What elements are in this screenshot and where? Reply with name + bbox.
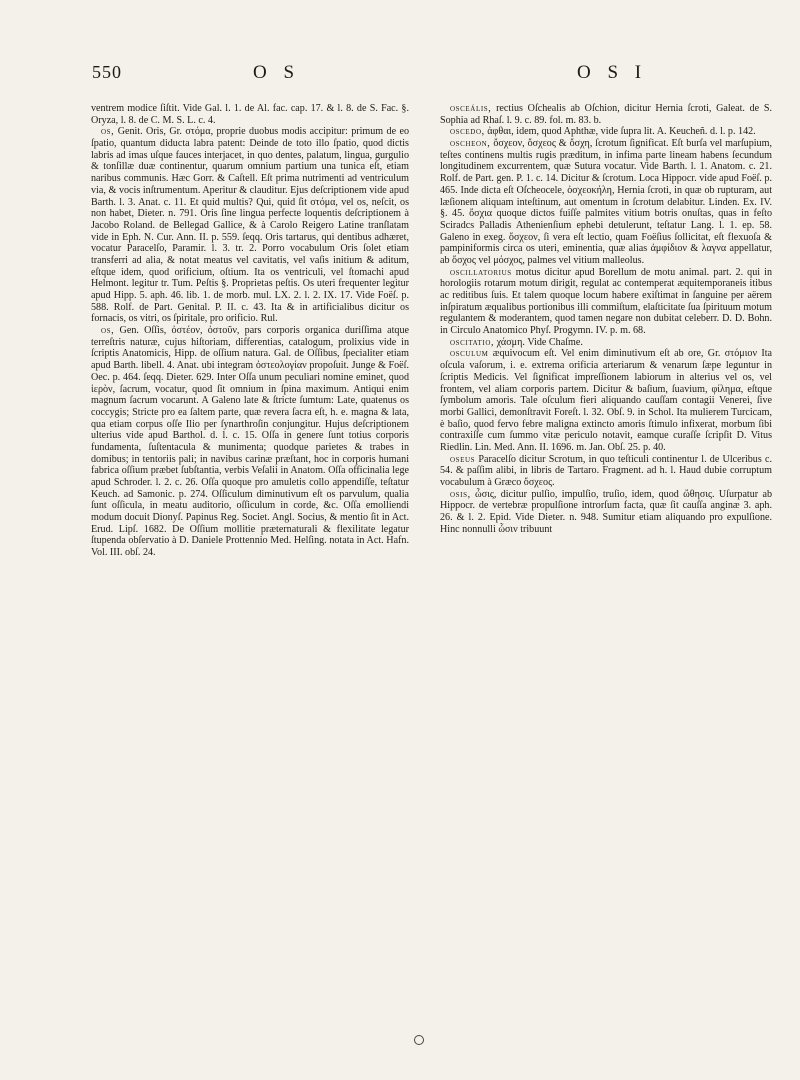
dictionary-entry xyxy=(440,126,772,138)
entry-text: ἀφθαι, idem, quod Aphthæ, vide ſupra lit. A. Keucheñ. d. l. p. 142. xyxy=(487,126,756,138)
right-running-head: O S I xyxy=(577,62,648,83)
entry-text: χάσμη. Vide Chaſme. xyxy=(496,336,583,348)
entry-text: motus dicitur apud Borellum de motu animal. part. 2. qui in horologiis rotarum motum dirigit, regulat ac contemperat æquitemporaneis itibus ac reditibus ſuis. Et talem quoque locum habere exiſtimat in ſanguine per aërem inſpiratum æqualibus portionibus illi commiſtum, elaſticitate ſua ſpirituum motum regulantem & moderantem, quod tamen negare non dubitat celeberr. D. D. Bohn. in Circulo Anatomico Phyſ. Progymn. IV. p. m. 68. xyxy=(440,266,772,337)
dictionary-entry xyxy=(440,489,772,536)
entry-text: Gen. Oſſis, ὀστέον, ὀστοῦν, pars corporis organica duriſſima atque terreſtris naturæ, cujus hiſtoriam, differentias, catalogum, prolixius vide in ſcriptis Anatomicis, Hipp. de oſſium natura. Gal. de Oſſibus, ſpecialiter etiam apud Barth. libell. 4. Anat. ubi integram ὀστεολογίαν propoſuit. Junge & Foëſ. Oec. p. 464. ſeqq. Dieter. 629. Inter Oſſa unum peculiari nomine eminet, quod ἱερὸν, ſacrum, vocatur, quod ſit omnium in ſpina maximum. Antiqui enim magnum ſacrum vocarunt. A Galeno late & ſtricte ſumtum: Late, quatenus os coccygis; Stricte pro ea ſaltem parte, quæ revera ſacra eſt, h. e. magna & lata, qua etiam corpus oſſe Ilio per ſynarthroſin conjungitur. Hujus deſcriptionem ulterius vide apud Barthol. d. l. c. 15. Oſſa in genere ſunt totius corporis fundamenta, ſuſtentacula & munimenta; quodque parietes & trabes in domibus; in tentoriis pali; in navibus carinæ præſtant, hoc in corporis humani fabrica oſſium præbet ſubſtantia, verbis Veſalii in Anatom. Oſſa officinalia lege apud Schroder. l. 2. c. 26. Oſſa quoque pro amuletis collo appendiſſe, teſtatur Keuch. ad Samonic. p. 274. Oſſiculum diminutivum eſt os parvulum, qualia ſunt oſſicula, in meatu auditorio, oſſiculum in corde, &c. Oſſa emolliendi modum docuit Dionyſ. Papinus Reg. Societ. Angl. Socius, & mentio ſit in Act. Erud. Lipſ. 1682. De Oſſium mollitie præternaturali & flexilitate legatur ſtupenda obſervatio à D. Daniele Prottennio Med. Helſing. notata in Act. Hafn. Vol. III. obſ. 24. xyxy=(91,325,409,559)
entry-lemma: oscheon, xyxy=(450,138,491,150)
dictionary-entry xyxy=(91,325,409,559)
page-header xyxy=(0,62,800,98)
dictionary-entry xyxy=(91,103,409,126)
entry-lemma: oseus xyxy=(450,453,476,465)
left-running-head: O S xyxy=(253,62,301,83)
entry-text: ὄσχεον, ὄσχεος & ὄσχη, ſcrotum ſignificat. Eſt burſa vel marſupium, teſtes continens multis rugis præditum, in infima parte lineam habens ſecundum longitudinem excurrentem, quæ Sutura vocatur. Vide Barth. l. 1. Anatom. c. 21. Rolf. de Part. gen. P. 1. c. 14. Dicitur & ſcrotum. Loca Hippocr. vide apud Foëſ. p. 465. Inde dicta eſt Oſcheocele, ὀσχεοκήλη, Hernia ſcroti, in quæ ob rupturam, aut læſionem aliquam inteſtinum, aut omentum in ſcrotum delabitur. Linden. Ex. IV. §. 45. ὄσχια quoque dictos fuiſſe palmites vitium botris onuſtas, quas in feſto Sciradcs Palladis Athenienſium ephebi detulerunt, teſtatur Lang. l. 1. ep. 58. Galeno in exeg. ὄσχεον, ſi vera eſt lectio, quam Foëſius ſollicitat, eſt flexuoſa & pampiniformis circa os uteri, eminentia, quæ alias ἀμφίδιον & λαγνα appellatur, ab ὄσχος vel μόσχος, palmes vel vitium malleolus. xyxy=(440,138,772,266)
entry-lemma: osis, xyxy=(450,488,471,500)
dictionary-entry xyxy=(440,267,772,337)
entry-lemma: osculum xyxy=(450,348,489,360)
dictionary-entry xyxy=(440,103,772,126)
entry-lemma: oscedo, xyxy=(450,126,485,138)
paper-hole-mark xyxy=(414,1035,424,1045)
entry-lemma: oscillatorius xyxy=(450,266,512,278)
entry-lemma: os, xyxy=(101,126,115,138)
dictionary-entry xyxy=(440,454,772,489)
entry-text: ὦσις, dicitur pulſio, impulſio, truſio, idem, quod ὤθησις. Uſurpatur ab Hippocr. de vertebræ propulſione introrſum facta, quæ ſit cauſſa anginæ 3. aph. 26. & l. 2. Epid. Vide Dieter. n. 948. Sumitur etiam aliquando pro expulſione. Hinc nonnulli ὦσιν tribuunt xyxy=(440,488,772,535)
entry-text: ventrem modice ſiſtit. Vide Gal. l. 1. de Al. fac. cap. 17. & l. 8. de S. Fac. §. Oryza, l. 8. de C. M. S. L. c. 4. xyxy=(91,103,409,126)
page-number: 550 xyxy=(92,62,122,82)
entry-text: Paracelſo dicitur Scrotum, in quo teſticuli continentur l. de Ulceribus c. 54. & paſſim alibi, in libris de Tartaro. Fragment. ad h. l. Haud dubie corruptum vocabulum à Græco ὄσχεος. xyxy=(440,453,772,488)
dictionary-entry xyxy=(440,337,772,349)
entry-text: æquivocum eſt. Vel enim diminutivum eſt ab ore, Gr. στόμιον Ita oſcula vaſorum, i. e. extrema orificia arteriarum & venarum ſæpe leguntur in ſcriptis Medicis. Vel ſignificat impreſſionem labiorum in alterius vel os, vel frontem, vel aliam corporis partem. Dicitur & baſium, ſuavium, φίλημα, eſtque ſymbolum amoris. Tale oſculum fieri aliquando cauſſam contagii Venerei, ſive morbi Gallici, demonſtravit Foreſt. l. 32. Obſ. 9. in Schol. Ita mulierem Turcicam, è baſio, quod fervo febre maligna extincto amoris ſtimulo infixerat, morbum ſibi contraxiſſe cum ſummo vitæ periculo notavit, eamque curaſſe ſcripſit D. Vitus Riedlin. Lin. Med. Ann. II. 1696. m. Jan. Obſ. 25. p. 40. xyxy=(440,348,772,453)
dictionary-entry xyxy=(440,138,772,267)
entry-lemma: os, xyxy=(101,325,115,337)
right-column xyxy=(440,103,772,953)
entry-lemma: osceális, xyxy=(450,103,492,114)
entry-text: rectius Oſchealis ab Oſchion, dicitur Hernia ſcroti, Galeat. de S. Sophia ad Rhaſ. l. 9. c. 89. fol. m. 83. b. xyxy=(440,103,772,126)
left-column xyxy=(91,103,409,953)
entry-lemma: oscitatio, xyxy=(450,336,495,348)
dictionary-entry xyxy=(440,348,772,453)
entry-text: Genit. Oris, Gr. στόμα, proprie duobus modis accipitur: primum de eo ſpatio, quantum diducta labra patent: Deinde de toto illo ſpatio, quod dictis labris ad imas uſque fauces interjacet, in quo dentes, palatum, lingua, gurgulio & tonſillæ duæ continentur, quarum omnium partium una tunica eſt, etiam naribus communis. Hæc Gorr. & Caſtell. Eſt prima nutrimenti ad ventriculum via, & vocis inſtrumentum. Aperitur & clauditur. Ejus deſcriptionem vide apud Barth. l. 3. Anat. c. 11. Et quid multis? Qui, quid ſit στόμα, vel os, neſcit, os non habet, Dieter. n. 791. Oris ſine lingua perfecte loquentis deſcriptionem à Jacobo Roland. de Bellegad Gallice, & à Carolo Reigero Latine tranſlatam vide in Eph. N. Cur. Ann. II. p. 559. ſeqq. Oris tartarus, qui dentibus adhæret, vocatur Paracelſo, Paramir. l. 3. tr. 2. Porro vocabulum Oris ſolet etiam transferri ad alia, & notat meatus vel cavitatis, vel vaſis initium & aditum, eſtque idem, quod orificium, oſtium. Ita os ventriculi, vel ſtomachi apud Helmont. legitur tr. Tum. Peſtis §. Proprietas peſtis. Os uteri frequenter legitur apud Hipp. 5. aph. 46. lib. 1. de morb. mul. LX. 2. l. 2. IX. 17. Vide Foëſ. p. 588. Rolf. de Part. Genital. P. II. c. 43. Ita & in artificialibus dicitur os fornacis, os vitri, os ſpiritale, pro orificio. Rul. xyxy=(91,126,409,325)
dictionary-entry xyxy=(91,126,409,325)
